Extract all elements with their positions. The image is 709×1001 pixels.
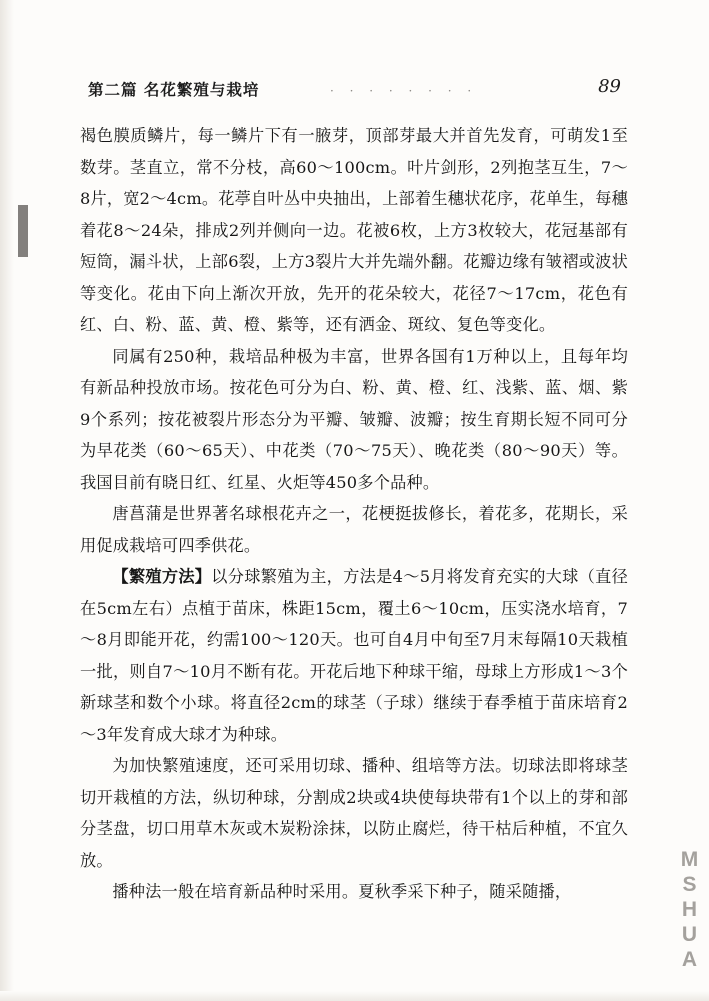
propagation-method-label: 【繁殖方法】	[112, 567, 212, 586]
body-text	[80, 120, 628, 908]
paragraph-seeding: 播种法一般在培育新品种时采用。夏秋季采下种子，随采随播，	[112, 882, 572, 901]
page-header	[0, 78, 709, 104]
paragraph-cutting-bulb: 为加快繁殖速度，还可采用切球、播种、组培等方法。切球法即将球茎切开栽植的方法，纵切种球，分割成2块或4块使每块带有1个以上的芽和部分茎盘，切口用草木灰或木炭粉涂抹，以防止腐烂，待干枯后种植，不宜久放。	[80, 756, 628, 870]
paragraph-propagation-method	[80, 561, 628, 750]
paragraph-cultivars: 同属有250种，栽培品种极为丰富，世界各国有1万种以上，且每年均有新品种投放市场。按花色可分为白、粉、黄、橙、红、浅紫、蓝、烟、紫9个系列；按花被裂片形态分为平瓣、皱瓣、波瓣；按生育期长短不同可分为早花类（60～65天）、中花类（70～75天）、晚花类（80～90天）等。我国目前有晓日红、红星、火炬等450多个品种。	[80, 346, 628, 492]
watermark: MSHUA	[678, 848, 701, 973]
page-number: 89	[598, 76, 621, 97]
chapter-title: 第二篇 名花繁殖与栽培	[88, 80, 260, 99]
scan-blotch-artifact	[18, 205, 28, 257]
scan-edge-artifact-left	[0, 0, 14, 1001]
propagation-method-text: 以分球繁殖为主，方法是4～5月将发育充实的大球（直径在5cm左右）点植于苗床，株距15cm，覆土6～10cm，压实浇水培育，7～8月即能开花，约需100～120天。也可自4月中旬至7月末每隔10天栽植一批，则自7～10月不断有花。开花后地下种球干缩，母球上方形成1～3个新球茎和数个小球。将直径2cm的球茎（子球）继续于春季植于苗床培育2～3年发育成大球才为种球。	[80, 567, 628, 744]
paragraph-continuation: 褐色膜质鳞片，每一鳞片下有一腋芽，顶部芽最大并首先发育，可萌发1至数芽。茎直立，常不分枝，高60～100cm。叶片剑形，2列抱茎互生，7～8片，宽2～4cm。花葶自叶丛中央抽出，上部着生穗状花序，花单生，每穗着花8～24朵，排成2列并侧向一边。花被6枚，上方3枚较大，花冠基部有短筒，漏斗状，上部6裂，上方3裂片大并先端外翻。花瓣边缘有皱褶或波状等变化。花由下向上渐次开放，先开的花朵较大，花径7～17cm，花色有红、白、粉、蓝、黄、橙、紫等，还有洒金、斑纹、复色等变化。	[80, 126, 628, 334]
header-dot-leader: · · · · · · · ·	[330, 84, 478, 98]
paragraph-gladiolus-intro: 唐菖蒲是世界著名球根花卉之一，花梗挺拔修长，着花多，花期长，采用促成栽培可四季供花。	[80, 504, 628, 555]
scan-edge-artifact-bottom	[0, 991, 709, 1001]
